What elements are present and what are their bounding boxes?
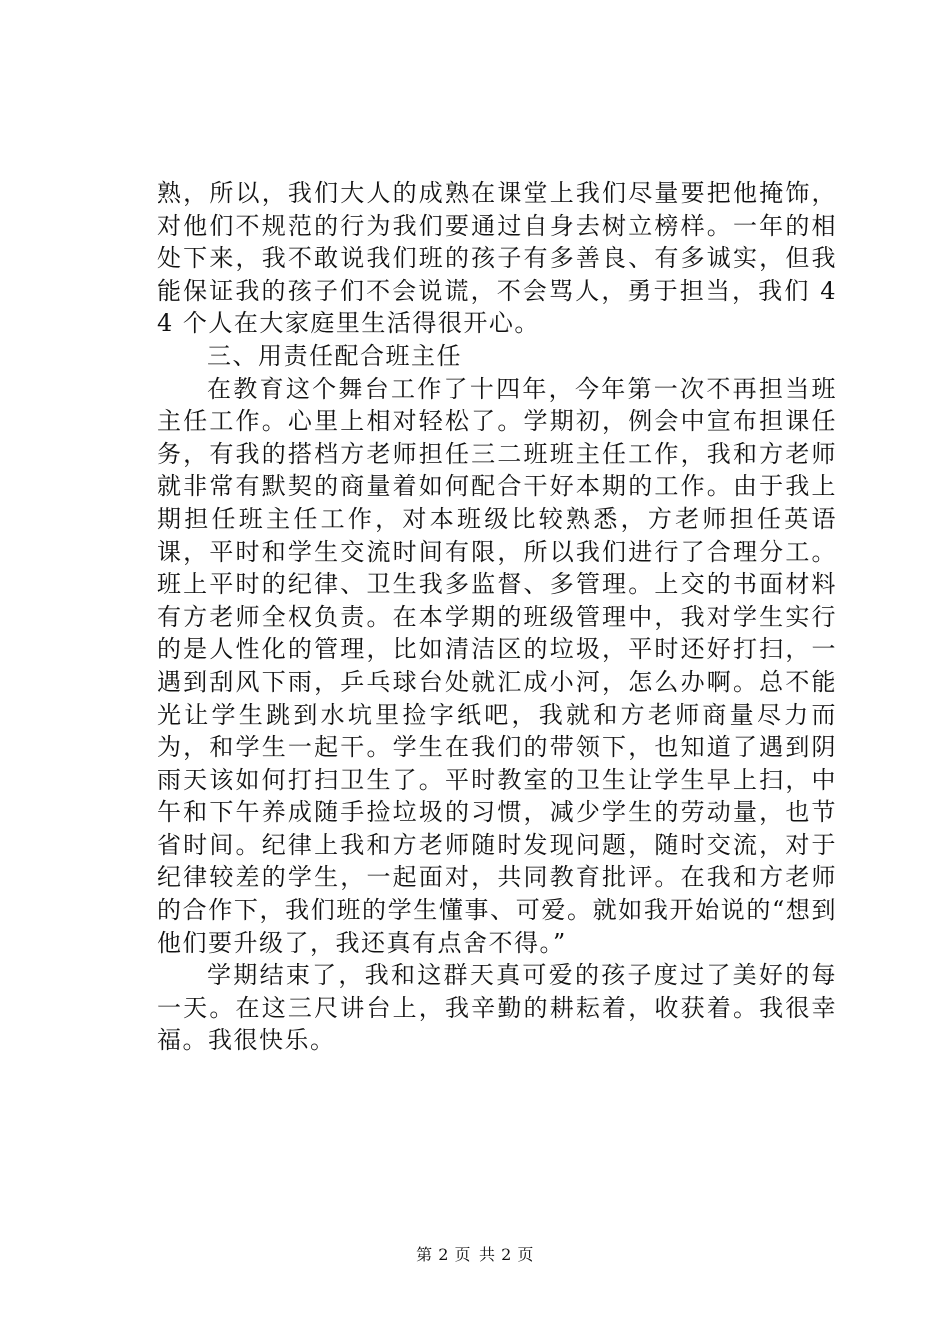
body-paragraph-3: 学期结束了，我和这群天真可爱的孩子度过了美好的每一天。在这三尺讲台上，我辛勤的耕耘着，收获着。我很幸福。我很快乐。 xyxy=(157,961,837,1055)
document-body xyxy=(157,177,837,1057)
body-paragraph-1: 熟，所以，我们大人的成熟在课堂上我们尽量要把他掩饰，对他们不规范的行为我们要通过自身去树立榜样。一年的相处下来，我不敢说我们班的孩子有多善良、有多诚实，但我能保证我的孩子们不会说谎，不会骂人，勇于担当，我们 44 个人在大家庭里生活得很开心。 xyxy=(157,179,837,338)
page-footer xyxy=(0,1245,950,1265)
body-paragraph-2: 在教育这个舞台工作了十四年，今年第一次不再担当班主任工作。心里上相对轻松了。学期初，例会中宣布担课任务，有我的搭档方老师担任三二班班主任工作，我和方老师就非常有默契的商量着如何配合干好本期的工作。由于我上期担任班主任工作，对本班级比较熟悉，方老师担任英语课，平时和学生交流时间有限，所以我们进行了合理分工。班上平时的纪律、卫生我多监督、多管理。上交的书面材料有方老师全权负责。在本学期的班级管理中，我对学生实行的是人性化的管理，比如清洁区的垃圾，平时还好打扫，一遇到刮风下雨，乒乓球台处就汇成小河，怎么办啊。总不能光让学生跳到水坑里捡字纸吧，我就和方老师商量尽力而为，和学生一起干。学生在我们的带领下，也知道了遇到阴雨天该如何打扫卫生了。平时教室的卫生让学生早上扫，中午和下午养成随手捡垃圾的习惯，减少学生的劳动量，也节省时间。纪律上我和方老师随时发现问题，随时交流，对于纪律较差的学生，一起面对，共同教育批评。在我和方老师的合作下，我们班的学生懂事、可爱。就如我开始说的“想到他们要升级了，我还真有点舍不得。” xyxy=(157,374,837,957)
section-heading-3: 三、用责任配合班主任 xyxy=(207,341,462,370)
page-number: 第 2 页 xyxy=(416,1245,471,1264)
page-total: 共 2 页 xyxy=(479,1245,534,1264)
